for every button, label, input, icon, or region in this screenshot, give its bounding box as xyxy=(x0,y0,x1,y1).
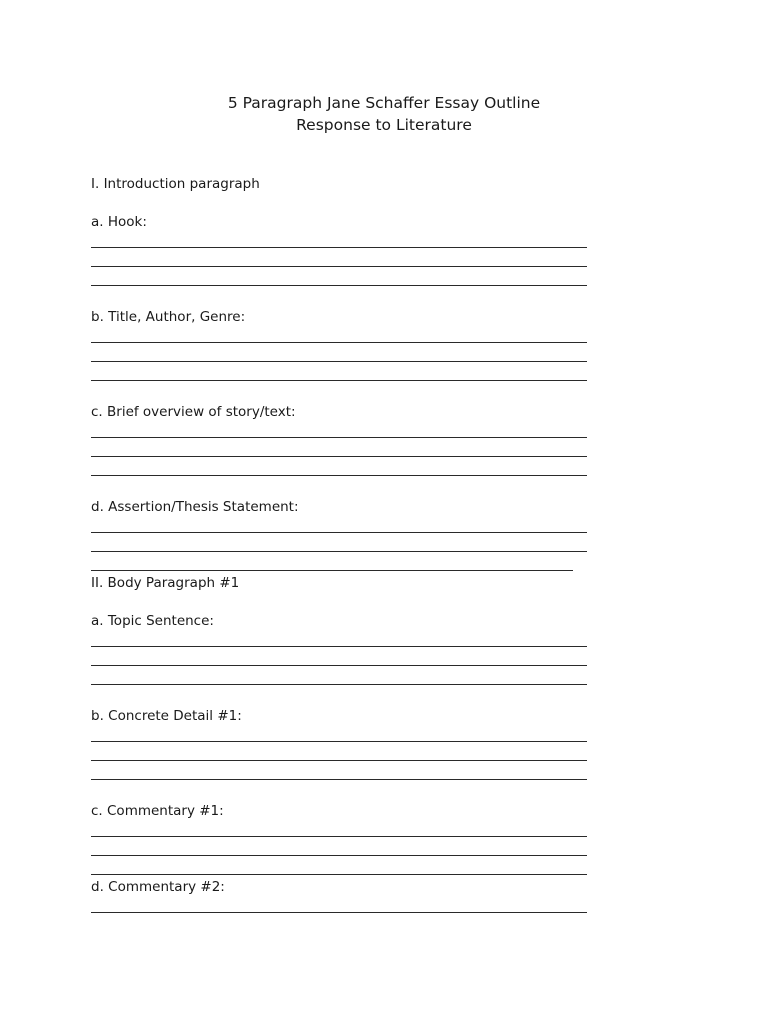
thesis-answer-line-3 xyxy=(91,570,573,571)
overview-answer-line-1 xyxy=(91,437,587,438)
concrete-detail-label: b. Concrete Detail #1: xyxy=(91,708,242,724)
overview-answer-line-3 xyxy=(91,475,587,476)
concrete-detail-answer-line-1 xyxy=(91,741,587,742)
commentary-1-label: c. Commentary #1: xyxy=(91,803,224,819)
section-body-paragraph-heading: II. Body Paragraph #1 xyxy=(91,575,240,591)
thesis-answer-line-2 xyxy=(91,551,587,552)
concrete-detail-answer-line-3 xyxy=(91,779,587,780)
hook-answer-line-1 xyxy=(91,247,587,248)
section-introduction-heading: I. Introduction paragraph xyxy=(91,176,260,192)
thesis-label: d. Assertion/Thesis Statement: xyxy=(91,499,299,515)
commentary-1-answer-line-3 xyxy=(91,874,587,875)
title-author-genre-answer-line-1 xyxy=(91,342,587,343)
document-title: 5 Paragraph Jane Schaffer Essay Outline xyxy=(227,94,541,112)
commentary-1-answer-line-1 xyxy=(91,836,587,837)
topic-sentence-answer-line-3 xyxy=(91,684,587,685)
overview-answer-line-2 xyxy=(91,456,587,457)
hook-label: a. Hook: xyxy=(91,214,147,230)
title-author-genre-label: b. Title, Author, Genre: xyxy=(91,309,246,325)
thesis-answer-line-1 xyxy=(91,532,587,533)
commentary-2-label: d. Commentary #2: xyxy=(91,879,225,895)
title-author-genre-answer-line-3 xyxy=(91,380,587,381)
topic-sentence-label: a. Topic Sentence: xyxy=(91,613,214,629)
title-author-genre-answer-line-2 xyxy=(91,361,587,362)
hook-answer-line-3 xyxy=(91,285,587,286)
topic-sentence-answer-line-2 xyxy=(91,665,587,666)
overview-label: c. Brief overview of story/text: xyxy=(91,404,296,420)
topic-sentence-answer-line-1 xyxy=(91,646,587,647)
concrete-detail-answer-line-2 xyxy=(91,760,587,761)
commentary-2-answer-line-1 xyxy=(91,912,587,913)
hook-answer-line-2 xyxy=(91,266,587,267)
commentary-1-answer-line-2 xyxy=(91,855,587,856)
document-subtitle: Response to Literature xyxy=(296,116,472,134)
